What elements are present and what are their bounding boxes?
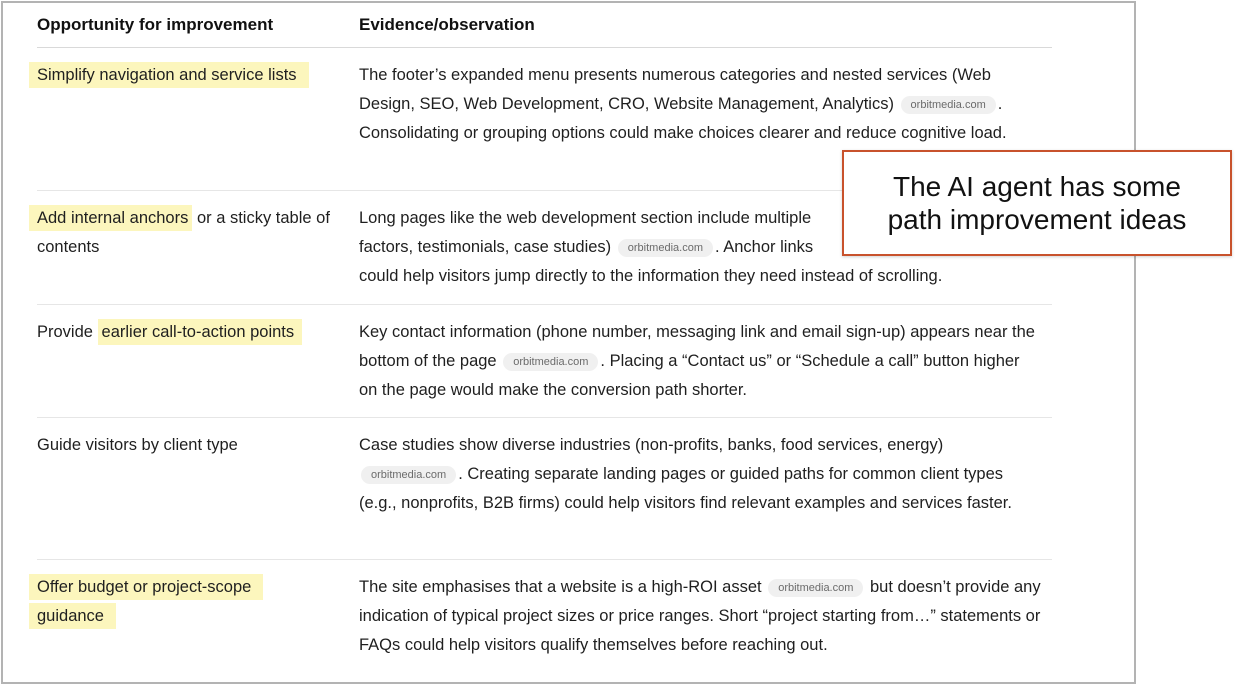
citation-chip[interactable]: orbitmedia.com [503,353,598,371]
opportunity-cell [37,560,359,680]
table-row [37,305,1052,418]
evidence-text: Key contact information (phone number, messaging link and email sign-up) appears near the bottom of the page [359,323,1035,370]
citation-chip[interactable]: orbitmedia.com [768,579,863,597]
evidence-text: could help visitors jump directly to the information they need instead of scrolling. [359,267,943,285]
highlighted-text: Add internal anchors [29,205,192,231]
evidence-text: . Consolidating or grouping options could make choices clearer and reduce cognitive load. [359,95,1007,142]
table-header [37,3,1052,48]
callout-box [842,150,1232,256]
callout-line: The AI agent has some [893,171,1181,202]
opportunity-cell [37,191,359,304]
highlighted-text: earlier call-to-action points [98,319,303,345]
evidence-cell [359,305,1052,417]
callout-text [888,170,1187,236]
opportunity-cell [37,305,359,417]
opportunity-cell: Guide visitors by client type [37,436,238,454]
header-opportunity: Opportunity for improvement [37,15,274,34]
improvement-table [37,3,1052,680]
highlighted-text: Offer budget or project-scope [29,574,263,600]
citation-chip[interactable]: orbitmedia.com [618,239,713,257]
evidence-text: . Creating separate landing pages or guided paths for common client types (e.g., nonprofits, B2B firms) could help visitors find relevant examples and services faster. [359,465,1012,512]
evidence-cell [359,418,1052,559]
evidence-cell [359,560,1052,680]
evidence-text: The site emphasises that a website is a high-ROI asset [359,578,762,596]
table-row [37,560,1052,680]
opportunity-text: or a sticky table of contents [37,209,330,256]
table-row [37,418,1052,560]
screenshot-frame [1,1,1136,684]
header-evidence: Evidence/observation [359,15,535,34]
evidence-text: factors, testimonials, case studies) [359,238,612,256]
highlighted-text: guidance [29,603,116,629]
evidence-text: . Placing a “Contact us” or “Schedule a call” button higher on the page would make the conversion path shorter. [359,352,1020,399]
evidence-text: . Anchor links [714,238,814,256]
callout-line: path improvement ideas [887,204,1187,235]
highlighted-text: Simplify navigation and service lists [29,62,309,88]
opportunity-cell [37,48,359,190]
citation-chip[interactable]: orbitmedia.com [361,466,456,484]
evidence-text: The footer’s expanded menu presents numerous categories and nested services (Web Design, SEO, Web Development, CRO, Website Management, Analytics) [359,66,991,113]
opportunity-text: Provide [37,323,98,341]
evidence-text: Long pages like the web development section include multiple [359,209,812,227]
citation-chip[interactable]: orbitmedia.com [901,96,996,114]
evidence-text: but doesn’t provide any indication of typical project sizes or price ranges. Short “project starting from…” statements or FAQs could help visitors qualify themselves before reaching out. [359,578,1041,654]
evidence-text: Case studies show diverse industries (non-profits, banks, food services, energy) [359,436,944,454]
